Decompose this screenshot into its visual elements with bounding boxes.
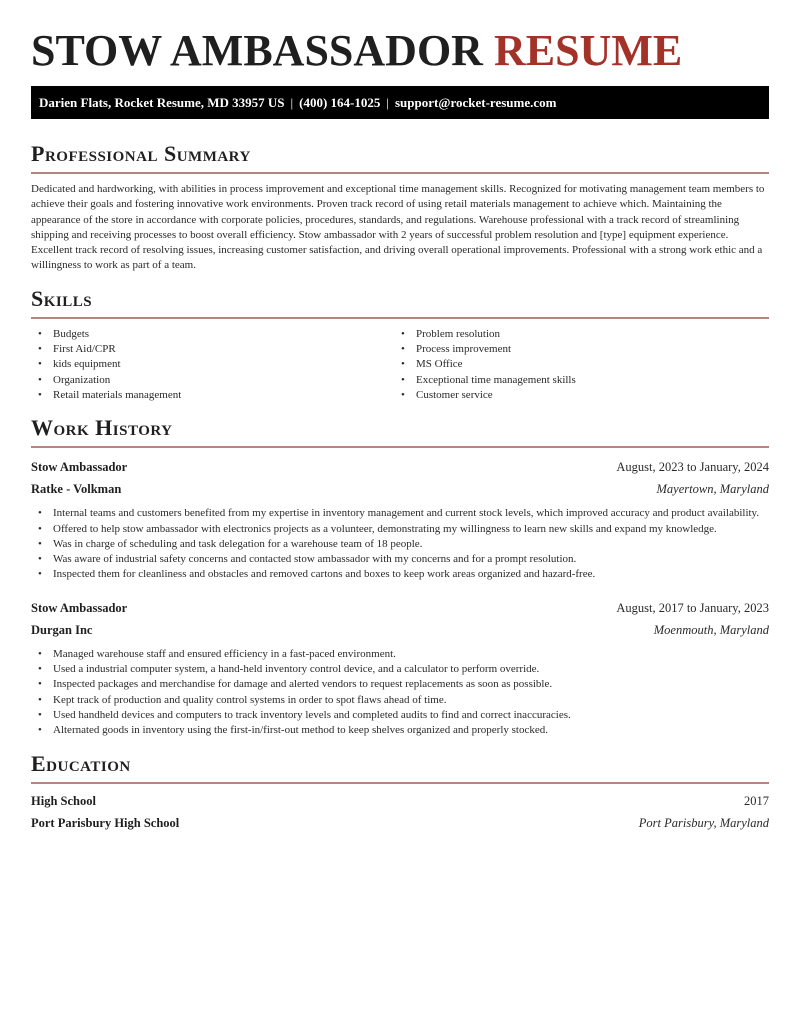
job-dates: August, 2023 to January, 2024	[616, 460, 769, 475]
title-main: STOW AMBASSADOR	[31, 26, 483, 75]
education-school: Port Parisbury High School	[31, 815, 180, 830]
title-accent: RESUME	[493, 26, 683, 75]
skill-item: • Problem resolution	[394, 327, 757, 342]
job-bullet: • Was aware of industrial safety concerns and contacted stow ambassador with my concerns and for a prompt resolution.	[31, 552, 769, 567]
contact-phone: (400) 164-1025	[299, 95, 381, 110]
job-bullet: • Inspected packages and merchandise for damage and alerted vendors to request replacements as soon as possible.	[31, 677, 769, 692]
contact-address: Darien Flats, Rocket Resume, MD 33957 US	[39, 95, 285, 110]
education-year: 2017	[744, 793, 769, 808]
skill-item: • Customer service	[394, 388, 757, 403]
skill-item: • Exceptional time management skills	[394, 373, 757, 388]
education-header-row	[31, 790, 769, 812]
education-entry	[31, 790, 769, 834]
section-divider	[31, 317, 769, 319]
job-bullet: • Used a industrial computer system, a hand-held inventory control device, and a calculator to perform override.	[31, 662, 769, 677]
job-dates: August, 2017 to January, 2023	[616, 600, 769, 615]
job-bullets	[31, 647, 769, 739]
section-divider	[31, 446, 769, 448]
skill-item: • Process improvement	[394, 342, 757, 357]
job-role: Stow Ambassador	[31, 600, 128, 615]
job-bullets	[31, 506, 769, 582]
section-heading-summary: Professional Summary	[31, 141, 251, 166]
job-bullet: • Inspected them for cleanliness and obstacles and removed cartons and boxes to keep work areas organized and hazard-free.	[31, 567, 769, 582]
skills-grid	[31, 327, 769, 403]
job-header-row	[31, 597, 769, 619]
skill-item: • First Aid/CPR	[31, 342, 394, 357]
section-heading-work-history: Work History	[31, 415, 173, 441]
job-entry	[31, 597, 769, 739]
section-divider	[31, 782, 769, 784]
education-degree: High School	[31, 793, 96, 808]
job-bullet: • Kept track of production and quality control systems in order to spot flaws ahead of time.	[31, 693, 769, 708]
job-bullet: • Offered to help stow ambassador with electronics projects as a volunteer, demonstrating my willingness to learn new skills and expand my knowledge.	[31, 522, 769, 537]
skill-item: • kids equipment	[31, 357, 394, 372]
section-heading-skills: Skills	[31, 285, 93, 311]
summary-text: Dedicated and hardworking, with abilities in process improvement and exceptional time management skills. Recognized for motivating management team members to achieve their goals and fostering innovative work environments. Proven track record of using retail materials management to achieve which. Maintaining the appearance of the store in accordance with corporate policies, procedures, standards, and regulations. Warehouse professional with a track record of streamlining shipping and receiving processes to boost overall efficiency. Stow ambassador with 2 years of successful problem resolution and [type] equipment experience. Excellent track record of resolving issues, increasing customer satisfaction, and driving overall operational improvements. Professional with a strong work ethic and a willingness to work as part of a team.	[31, 183, 765, 272]
section-divider	[31, 172, 769, 174]
resume-title	[31, 0, 769, 75]
job-bullet: • Used handheld devices and computers to track inventory levels and completed audits to find and correct inaccuracies.	[31, 708, 769, 723]
education-location: Port Parisbury, Maryland	[638, 815, 769, 830]
professional-summary-section	[31, 141, 769, 274]
job-company-row	[31, 478, 769, 500]
job-entry	[31, 456, 769, 582]
contact-separator: |	[386, 95, 389, 110]
contact-separator: |	[290, 95, 294, 110]
section-heading-education: Education	[31, 750, 131, 776]
resume-page	[31, 0, 769, 834]
skill-item: • Retail materials management	[31, 388, 394, 403]
skill-item: • MS Office	[394, 357, 757, 372]
job-bullet: • Managed warehouse staff and ensured efficiency in a fast-paced environment.	[31, 647, 769, 662]
job-header-row	[31, 456, 769, 478]
job-bullet: • Alternated goods in inventory using the first-in/first-out method to keep shelves organized and properly stocked.	[31, 723, 769, 738]
education-section	[31, 751, 769, 834]
job-company-row	[31, 619, 769, 641]
skills-column-right	[394, 327, 757, 403]
skill-item: • Organization	[31, 373, 394, 388]
job-company: Durgan Inc	[31, 622, 93, 637]
contact-bar	[31, 86, 769, 119]
job-bullet: • Internal teams and customers benefited from my expertise in inventory management and current stock levels, which improved accuracy and product availability.	[31, 506, 769, 521]
education-school-row	[31, 812, 769, 834]
job-location: Moenmouth, Maryland	[653, 622, 769, 637]
work-history-section	[31, 415, 769, 738]
skill-item: • Budgets	[31, 327, 394, 342]
job-role: Stow Ambassador	[31, 460, 128, 475]
skills-section	[31, 286, 769, 403]
job-company: Ratke - Volkman	[31, 482, 122, 497]
job-bullet: • Was in charge of scheduling and task delegation for a warehouse team of 18 people.	[31, 537, 769, 552]
skills-column-left	[31, 327, 394, 403]
job-location: Mayertown, Maryland	[656, 482, 769, 497]
contact-email[interactable]: support@rocket-resume.com	[395, 95, 557, 110]
